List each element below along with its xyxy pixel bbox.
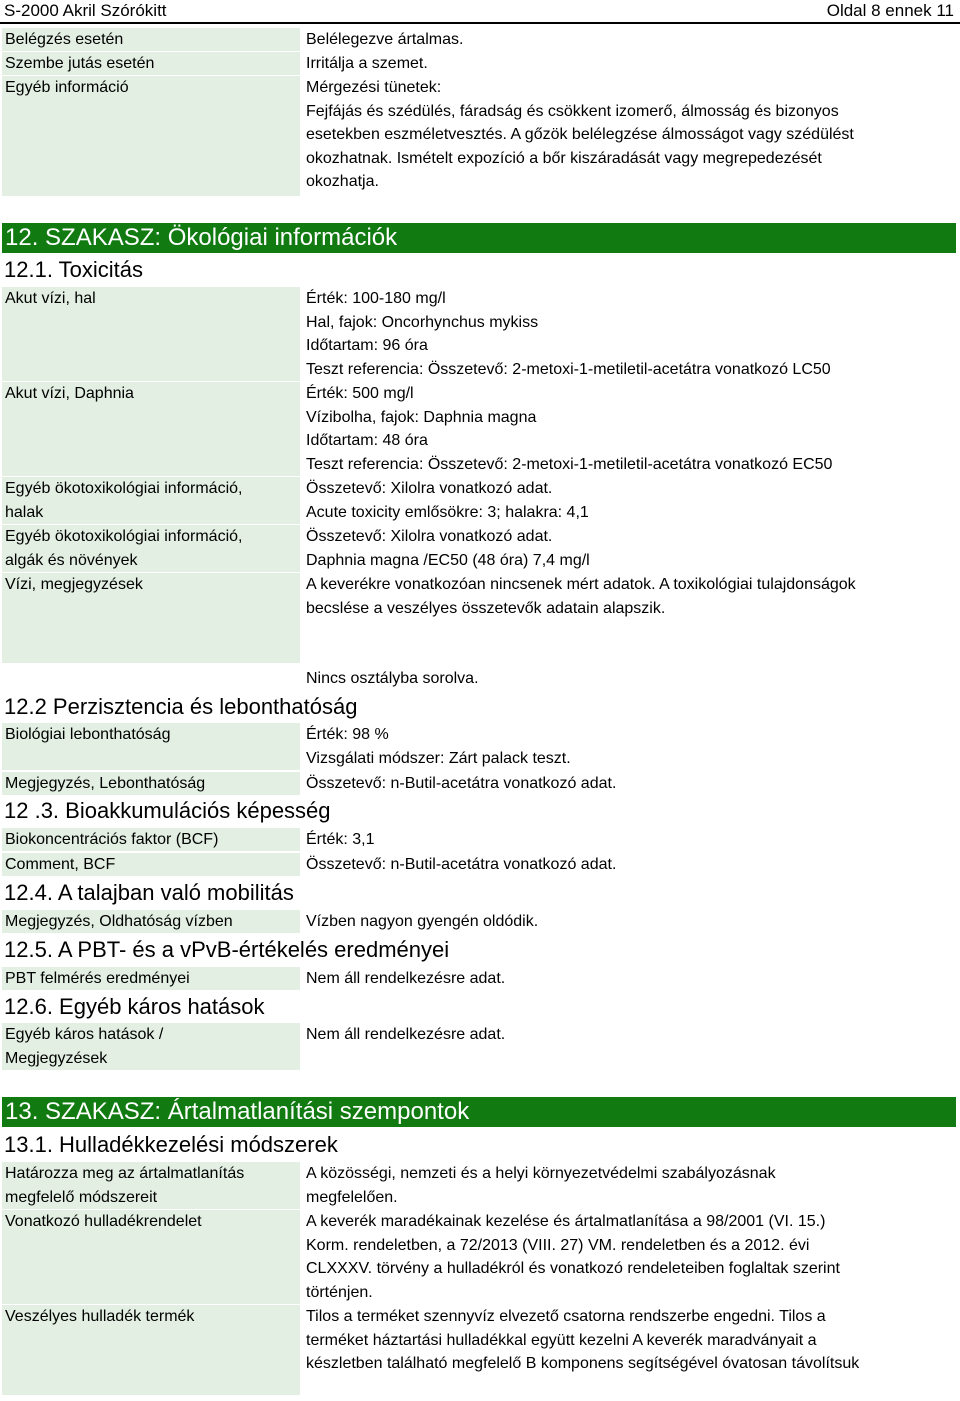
- waste-regulation-value: A keverék maradékainak kezelése és ártalmatlanítása a 98/2001 (VI. 15.) Korm. rendeletben, a 72/2013 (VIII. 27) VM. rendeletben és a 2012. évi CLXXXV. törvény a hulladékról és vonatkozó rendeleteiben foglaltak szerint történjen.: [306, 1213, 840, 1301]
- section-12-title: 12. SZAKASZ: Ökológiai információk: [2, 223, 956, 253]
- bcf-comment-value: Összetevő: n-Butil-acetátra vonatkozó adat.: [306, 856, 617, 873]
- header-divider: [0, 22, 960, 24]
- pbt-value: Nem áll rendelkezésre adat.: [306, 970, 506, 987]
- bioaccumulation-title: 12 .3. Bioakkumulációs képesség: [4, 798, 331, 823]
- inhalation-label: Belégzés esetén: [2, 28, 300, 51]
- waste-methods-title: 13.1. Hulladékkezelési módszerek: [4, 1132, 338, 1157]
- other-info-label: Egyéb információ: [2, 76, 300, 196]
- daphnia-label: Akut vízi, Daphnia: [2, 382, 300, 476]
- other-effects-label: Egyéb káros hatások / Megjegyzések: [2, 1023, 300, 1070]
- page-number: Oldal 8 ennek 11: [826, 1, 954, 20]
- bcf-comment-label: Comment, BCF: [2, 853, 300, 876]
- classification-value: Nincs osztályba sorolva.: [306, 670, 479, 687]
- eye-value: Irritálja a szemet.: [306, 55, 428, 72]
- aquatic-label: Vízi, megjegyzések: [2, 573, 300, 663]
- biodeg-note-value: Összetevő: n-Butil-acetátra vonatkozó adat.: [306, 775, 617, 792]
- biodeg-note-label: Megjegyzés, Lebonthatóság: [2, 772, 300, 795]
- pbt-label: PBT felmérés eredményei: [2, 967, 300, 990]
- persistence-title: 12.2 Perzisztencia és lebonthatóság: [4, 694, 358, 719]
- other-info-value: Mérgezési tünetek: Fejfájás és szédülés, fáradság és csökkent izomerő, álmosság és bizonyos esetekben eszméletvesztés. A gőzök belélegzése álmosságot vagy szédülést okozhatnak. Ismételt expozíció a bőr kiszáradását vagy megrepedezését okozhatja.: [306, 79, 854, 190]
- disposal-method-value: A közösségi, nemzeti és a helyi környezetvédelmi szabályozásnak megfelelően.: [306, 1165, 776, 1206]
- hazardous-waste-value: Tilos a terméket szennyvíz elvezető csatorna rendszerbe engedni. Tilos a terméket háztartási hulladékkal együtt kezelni A keverék maradványait a készletben található megfelelő B komponens segítségével óvatosan távolítsuk: [306, 1308, 860, 1372]
- bcf-label: Biokoncentrációs faktor (BCF): [2, 828, 300, 851]
- eco-fish-label: Egyéb ökotoxikológiai információ, halak: [2, 477, 300, 524]
- pbt-title: 12.5. A PBT- és a vPvB-értékelés eredményei: [4, 937, 450, 962]
- aquatic-value: A keverékre vonatkozóan nincsenek mért adatok. A toxikológiai tulajdonságok becslése a veszélyes összetevők adatain alapszik.: [306, 576, 856, 617]
- eco-algae-label: Egyéb ökotoxikológiai információ, algák és növények: [2, 525, 300, 572]
- document-title: S-2000 Akril Szórókitt: [4, 1, 167, 20]
- inhalation-value: Belélegezve ártalmas.: [306, 31, 464, 48]
- fish-label: Akut vízi, hal: [2, 287, 300, 381]
- fish-value: Érték: 100-180 mg/l Hal, fajok: Oncorhynchus mykiss Időtartam: 96 óra Teszt referencia: Összetevő: 2-metoxi-1-metiletil-acetátra vonatkozó LC50: [306, 290, 831, 378]
- daphnia-value: Érték: 500 mg/l Vízibolha, fajok: Daphnia magna Időtartam: 48 óra Teszt referencia: Összetevő: 2-metoxi-1-metiletil-acetátra vonatkozó EC50: [306, 385, 833, 473]
- eco-algae-value: Összetevő: Xilolra vonatkozó adat. Daphnia magna /EC50 (48 óra) 7,4 mg/l: [306, 528, 590, 569]
- waste-regulation-label: Vonatkozó hulladékrendelet: [2, 1210, 300, 1304]
- eye-label: Szembe jutás esetén: [2, 52, 300, 75]
- bcf-value: Érték: 3,1: [306, 831, 375, 848]
- toxicity-title: 12.1. Toxicitás: [4, 257, 144, 282]
- other-effects-value: Nem áll rendelkezésre adat.: [306, 1026, 506, 1043]
- page-header: [0, 0, 960, 24]
- mobility-title: 12.4. A talajban való mobilitás: [4, 880, 294, 905]
- section-13-title: 13. SZAKASZ: Ártalmatlanítási szempontok: [2, 1097, 956, 1127]
- biodeg-label: Biológiai lebonthatóság: [2, 723, 300, 770]
- disposal-method-label: Határozza meg az ártalmatlanítás megfelelő módszereit: [2, 1162, 300, 1209]
- hazardous-waste-label: Veszélyes hulladék termék: [2, 1305, 300, 1395]
- solubility-value: Vízben nagyon gyengén oldódik.: [306, 913, 539, 930]
- other-effects-title: 12.6. Egyéb káros hatások: [4, 994, 265, 1019]
- eco-fish-value: Összetevő: Xilolra vonatkozó adat. Acute toxicity emlősökre: 3; halakra: 4,1: [306, 480, 589, 521]
- solubility-label: Megjegyzés, Oldhatóság vízben: [2, 910, 300, 933]
- biodeg-value: Érték: 98 % Vizsgálati módszer: Zárt palack teszt.: [306, 726, 571, 767]
